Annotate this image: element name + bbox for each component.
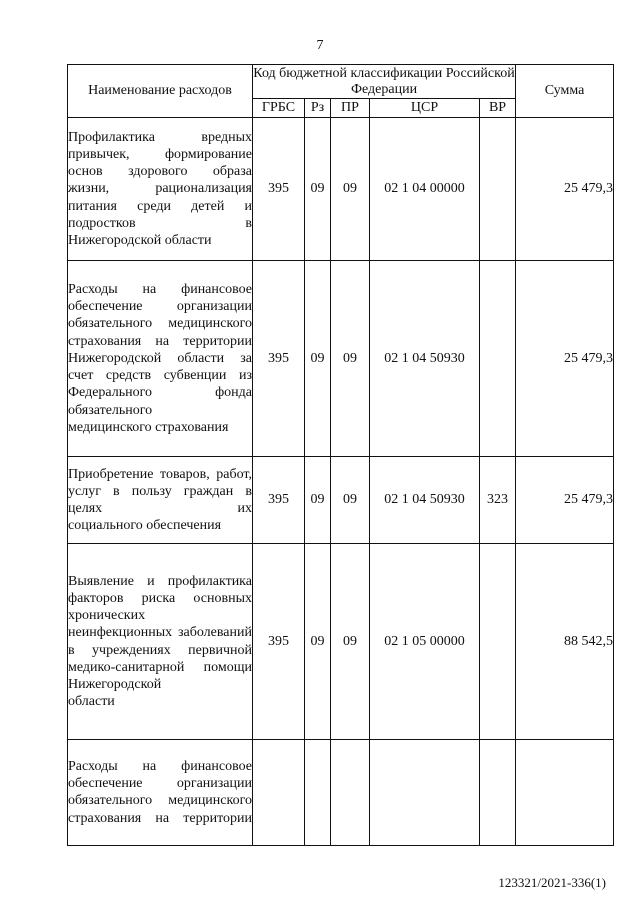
table-row (68, 544, 614, 740)
row-grbs: 395 (253, 457, 305, 544)
header-budget-code: Код бюджетной классификации Российской Федерации (253, 65, 515, 97)
row-name-last: области (68, 694, 115, 710)
row-sum: 88 542,5 (516, 544, 614, 740)
row-pr (331, 740, 370, 846)
header-grbs: ГРБС (253, 99, 305, 118)
document-code: 123321/2021-336(1) (498, 875, 606, 890)
row-csr: 02 1 05 00000 (370, 544, 480, 740)
row-csr: 02 1 04 00000 (370, 118, 480, 261)
table-row (68, 740, 614, 846)
row-name (68, 261, 253, 457)
row-grbs: 395 (253, 544, 305, 740)
row-vr: 323 (480, 457, 516, 544)
row-vr (480, 740, 516, 846)
row-rz (305, 740, 331, 846)
header-pr: ПР (331, 99, 370, 118)
row-rz: 09 (305, 261, 331, 457)
row-name-text: Расходы на финансовое обеспечение организации обязательного медицинского страхования на территории (68, 759, 252, 826)
row-name (68, 740, 253, 846)
row-name-text: Расходы на финансовое обеспечение организации обязательного медицинского страхования на территории Нижегородской области за счет средств субвенции из Федерального фонда обязательного (68, 282, 252, 418)
table-row (68, 118, 614, 261)
table-row (68, 457, 614, 544)
row-pr: 09 (331, 118, 370, 261)
row-grbs: 395 (253, 261, 305, 457)
row-sum: 25 479,3 (516, 457, 614, 544)
row-csr: 02 1 04 50930 (370, 457, 480, 544)
row-name-last: социального обеспечения (68, 518, 222, 534)
row-rz: 09 (305, 544, 331, 740)
row-vr (480, 544, 516, 740)
row-rz: 09 (305, 457, 331, 544)
header-rz: Рз (305, 99, 331, 118)
budget-table (67, 64, 614, 846)
table-row (68, 261, 614, 457)
row-name-text: Выявление и профилактика факторов риска основных хронических неинфекционных заболеваний в учреждениях первичной медико-санитарной помощи Нижегородской (68, 573, 252, 692)
row-pr: 09 (331, 544, 370, 740)
row-csr: 02 1 04 50930 (370, 261, 480, 457)
row-pr: 09 (331, 261, 370, 457)
row-name-text: Профилактика вредных привычек, формирование основ здорового образа жизни, рационализация питания среди детей и подростков в (68, 129, 252, 231)
row-pr: 09 (331, 457, 370, 544)
header-csr: ЦСР (370, 99, 480, 118)
row-sum: 25 479,3 (516, 118, 614, 261)
row-name-text: Приобретение товаров, работ, услуг в пользу граждан в целях их (68, 466, 252, 516)
page-number: 7 (316, 38, 324, 53)
header-vr: ВР (480, 99, 516, 118)
row-rz: 09 (305, 118, 331, 261)
header-name: Наименование расходов (68, 65, 253, 118)
header-sum: Сумма (516, 65, 614, 118)
row-name-last: Нижегородской области (68, 233, 212, 248)
row-name (68, 118, 253, 261)
row-name-last: медицинского страхования (68, 419, 229, 435)
row-grbs (253, 740, 305, 846)
row-name (68, 457, 253, 544)
row-sum: 25 479,3 (516, 261, 614, 457)
row-vr (480, 261, 516, 457)
row-csr (370, 740, 480, 846)
row-vr (480, 118, 516, 261)
row-sum (516, 740, 614, 846)
row-name (68, 544, 253, 740)
row-grbs: 395 (253, 118, 305, 261)
